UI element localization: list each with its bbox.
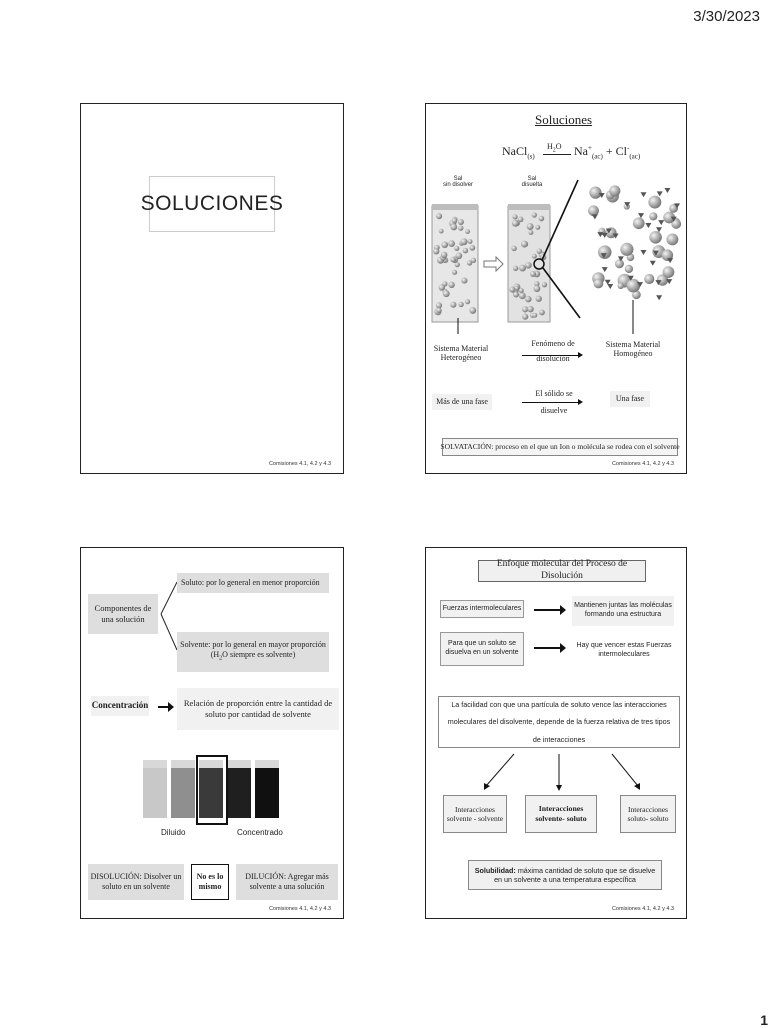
concentration-box: Concentración — [91, 696, 149, 716]
ion-particle — [644, 274, 654, 284]
particle — [522, 314, 528, 320]
multi-phase-box: Más de una fase — [432, 394, 492, 410]
cylinder-top — [255, 760, 279, 768]
solubility-text — [473, 866, 657, 884]
solvent-def-box — [177, 632, 329, 672]
water-molecule — [657, 191, 663, 196]
particle — [436, 302, 442, 308]
particle — [537, 248, 543, 254]
condition-arrow — [534, 647, 562, 649]
particle — [448, 282, 454, 288]
slide-1 — [80, 103, 344, 474]
particle — [528, 230, 533, 235]
slide-4-footer: Comisiones 4.1, 4.2 y 4.3 — [611, 906, 674, 912]
solubility-term: Solubilidad: — [474, 866, 516, 875]
slide-4 — [425, 547, 687, 919]
ion-particle — [666, 234, 678, 246]
forces-arrow — [534, 609, 562, 611]
concentration-cylinders — [81, 752, 345, 862]
particle — [465, 299, 470, 304]
page-number: 1 — [760, 1012, 768, 1028]
water-molecule — [650, 261, 656, 266]
particle — [460, 238, 467, 245]
ion-particle — [648, 196, 661, 209]
ion-particle — [620, 243, 633, 256]
water-molecule — [641, 192, 647, 197]
particle — [525, 296, 531, 302]
concentration-arrowhead — [168, 702, 174, 712]
particle — [511, 246, 517, 252]
ion-particle — [598, 245, 612, 259]
condition-result-box: Hay que vencer estas Fuerzas intermoleculares — [576, 642, 672, 658]
water-molecule — [605, 280, 611, 285]
particle — [509, 287, 515, 293]
particle — [519, 288, 524, 293]
ion-particle — [609, 185, 620, 196]
label-salt-undissolved: Sal sin disolver — [442, 176, 473, 188]
particle — [441, 241, 448, 248]
condition-arrowhead — [560, 643, 566, 653]
forces-result-box: Mantienen juntas las moléculas formando una estructura — [572, 596, 674, 626]
forces-box: Fuerzas intermoleculares — [440, 600, 524, 618]
particle — [522, 306, 528, 312]
particle — [536, 296, 542, 302]
hetero-system-label: Sistema Material Heterogéneo — [433, 344, 489, 362]
cylinder-top — [227, 760, 251, 768]
particle — [441, 252, 447, 258]
cylinder-top — [199, 760, 223, 768]
particle — [465, 229, 470, 234]
particle — [450, 302, 456, 308]
particle — [521, 241, 528, 248]
particle — [513, 266, 518, 271]
slide-1-title: SOLUCIONES — [149, 176, 275, 232]
water-molecule — [602, 267, 608, 272]
particle — [448, 240, 455, 247]
particle — [467, 260, 472, 265]
particle — [458, 225, 463, 230]
particle — [469, 245, 475, 251]
particle — [542, 282, 547, 287]
particle — [519, 265, 526, 272]
slide-2-footer: Comisiones 4.1, 4.2 y 4.3 — [611, 461, 674, 467]
particle — [433, 248, 439, 254]
solvation-illustration — [426, 104, 688, 334]
ion-particle — [633, 217, 645, 229]
water-molecule — [638, 213, 644, 218]
ion-particle — [663, 266, 675, 278]
slide-3 — [80, 547, 344, 919]
particle — [443, 290, 450, 297]
solvent-def-text: Solvente: por lo general en mayor proporción — [180, 640, 326, 650]
particle — [519, 292, 526, 299]
particle — [439, 229, 444, 234]
particle — [535, 225, 540, 230]
solute-condition-box: Para que un soluto se disuelva en un solvente — [440, 632, 524, 666]
particle — [512, 214, 517, 219]
solvent-label: $H_2O$ — [547, 142, 562, 154]
components-box: Componentes de una solución — [88, 594, 158, 634]
water-molecule — [664, 188, 670, 193]
particle — [436, 213, 442, 219]
interaction-solute-solute: Interacciones soluto- soluto — [620, 795, 676, 833]
ion-particle — [617, 283, 623, 289]
water-molecule — [658, 220, 664, 225]
solute-def-box: Soluto: por lo general en menor proporción — [177, 573, 329, 593]
slide-1-footer: Comisiones 4.1, 4.2 y 4.3 — [268, 461, 331, 467]
cylinder — [199, 766, 223, 818]
water-molecule — [607, 284, 613, 289]
diluted-label: Diluido — [161, 828, 186, 837]
particle — [527, 306, 533, 312]
particle — [513, 292, 519, 298]
water-molecule — [592, 214, 598, 219]
particle — [525, 262, 532, 269]
water-molecule — [656, 295, 662, 300]
label-salt-dissolved: Sal disuelta — [521, 176, 543, 188]
homo-system-label: Sistema Material Homogéneo — [605, 340, 661, 358]
ease-text-box: La facilidad con que una partícula de soluto vence las interacciones moleculares del disolvente, depende de la fuerza relativa de tres tipos de interacciones — [438, 696, 680, 748]
solvation-box: SOLVATACIÓN: proceso en el que un Ion o molécula se rodea con el solvente — [442, 438, 678, 456]
particle — [450, 224, 457, 231]
dissolves-arrow — [522, 402, 580, 403]
slide-2 — [425, 103, 687, 474]
particle — [436, 308, 441, 313]
dilution-def-box: DILUCIÓN: Agregar más solvente a una solución — [236, 864, 338, 900]
particle — [539, 309, 545, 315]
cylinder-top — [143, 760, 167, 768]
cylinder — [171, 766, 195, 818]
interaction-solvent-solvent: Interacciones solvente - solvente — [443, 795, 507, 833]
cylinder — [227, 766, 251, 818]
cylinder — [143, 766, 167, 818]
particle — [539, 216, 545, 222]
particle — [534, 285, 541, 292]
cylinder — [255, 766, 279, 818]
solubility-def: máxima cantidad de soluto que se disuelve en un solvente a una temperatura específica — [494, 866, 656, 884]
ion-particle — [594, 279, 604, 289]
particle — [532, 254, 537, 259]
dissolves-arrowhead — [578, 399, 583, 405]
particle — [468, 239, 473, 244]
particle — [458, 219, 464, 225]
dissolution-def-box: DISOLUCIÓN: Disolver un soluto en un solvente — [88, 864, 184, 900]
concentrated-label: Concentrado — [237, 828, 283, 837]
particle — [461, 278, 467, 284]
particle — [452, 270, 457, 275]
transform-arrow — [484, 257, 503, 271]
particle — [532, 212, 537, 217]
ion-particle — [649, 231, 662, 244]
particle — [454, 246, 459, 251]
forces-arrowhead — [560, 605, 566, 615]
equation: NaCl$_{(s)}$ — [502, 144, 535, 161]
phenomenon-label: Fenómeno de disolución — [531, 339, 575, 364]
slide-4-title: Enfoque molecular del Proceso de Disolución — [478, 560, 646, 582]
particle — [533, 313, 538, 318]
slide-3-footer: Comisiones 4.1, 4.2 y 4.3 — [268, 906, 331, 912]
concentration-def-box: Relación de proporción entre la cantidad de soluto por cantidad de solvente — [177, 688, 339, 730]
slide-2-title: Soluciones — [535, 112, 593, 127]
particle — [439, 284, 445, 290]
particle — [458, 302, 463, 307]
products: $Na^+_{(ac)} + Cl^-_{(ac)}$ — [574, 144, 641, 161]
water-molecule — [640, 250, 646, 255]
particle — [512, 220, 519, 227]
phenomenon-arrowhead — [578, 352, 583, 358]
solvent-note-display: ($H_2O$ siempre es solvente) — [210, 650, 296, 663]
ion-particle — [627, 279, 641, 293]
not-same-box: No es lo mismo — [191, 864, 229, 900]
one-phase-box: Una fase — [610, 391, 650, 407]
particle — [530, 271, 536, 277]
particle — [527, 223, 534, 230]
water-molecule — [645, 223, 651, 228]
particle — [450, 257, 455, 262]
print-date: 3/30/2023 — [693, 8, 760, 25]
particle — [463, 248, 469, 254]
interaction-solvent-solute: Interacciones solvente- soluto — [525, 795, 597, 833]
ion-particle — [589, 186, 601, 198]
ion-particle — [625, 265, 633, 273]
ion-particle — [649, 212, 657, 220]
solubility-box — [468, 860, 662, 890]
phenomenon-arrow — [522, 355, 580, 356]
solid-dissolves-label: El sólido se disuelve — [535, 389, 573, 415]
cylinder-top — [171, 760, 195, 768]
ion-particle — [615, 259, 624, 268]
particle — [469, 307, 476, 314]
particle — [452, 218, 458, 224]
